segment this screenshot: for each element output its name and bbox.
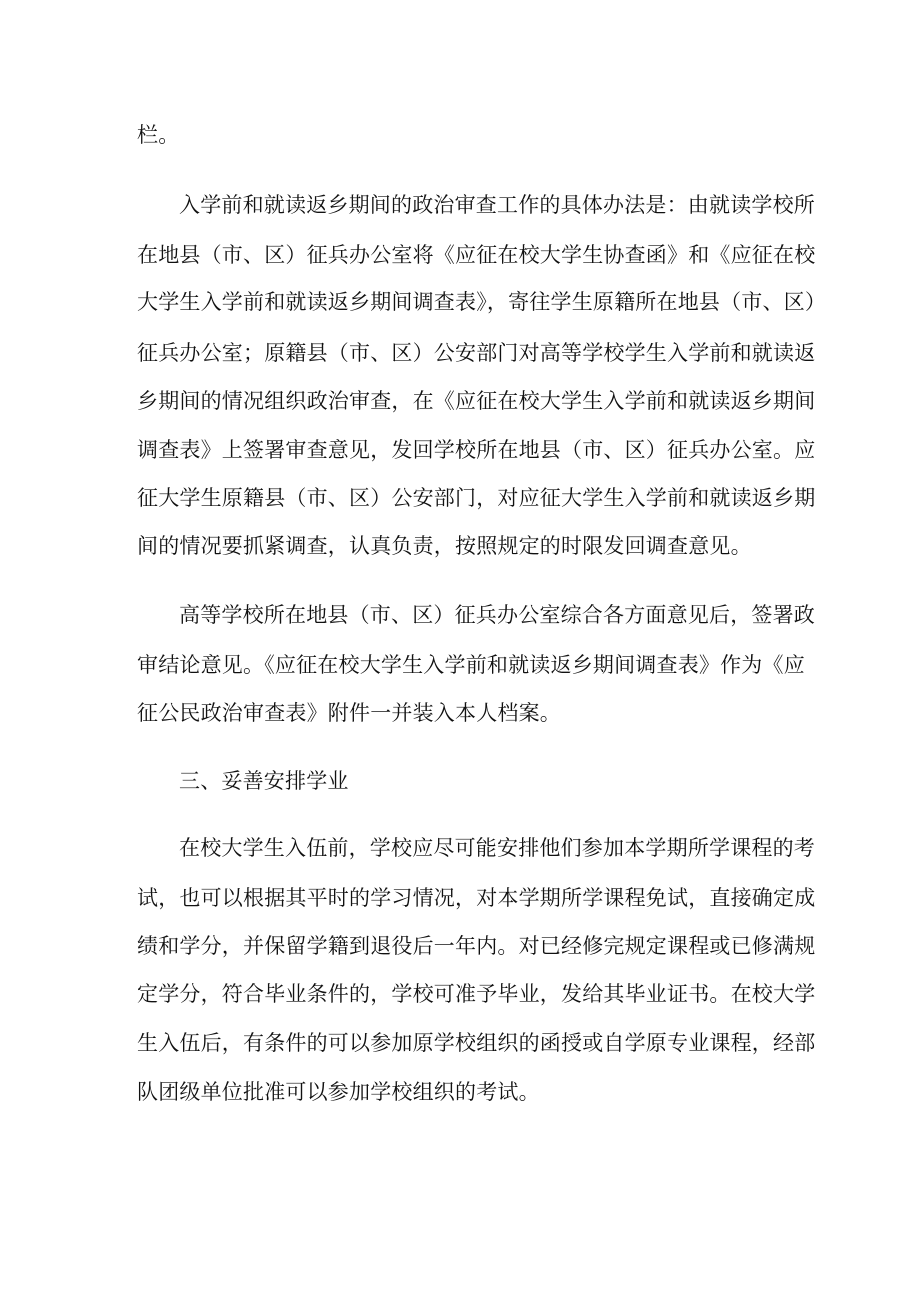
paragraph-1-line-7: 征大学生原籍县（市、区）公安部门，对应征大学生入学前和就读返乡期: [137, 486, 816, 510]
paragraph-2-line-3: 征公民政治审查表》附件一并装入本人档案。: [137, 701, 561, 725]
paragraph-1-line-2: 在地县（市、区）征兵办公室将《应征在校大学生协查函》和《应征在校: [137, 243, 816, 267]
section-heading: 三、妥善安排学业: [179, 769, 349, 793]
paragraph-1-line-5: 乡期间的情况组织政治审查，在《应征在校大学生入学前和就读返乡期间: [137, 389, 816, 413]
paragraph-2-line-2: 审结论意见。《应征在校大学生入学前和就读返乡期间调查表》作为《应: [137, 653, 805, 677]
paragraph-1-line-8: 间的情况要抓紧调查，认真负责，按照规定的时限发回调查意见。: [137, 534, 752, 558]
paragraph-1-line-1: 入学前和就读返乡期间的政治审查工作的具体办法是：由就读学校所: [179, 193, 815, 217]
paragraph-3-line-1: 在校大学生入伍前，学校应尽可能安排他们参加本学期所学课程的考: [179, 836, 815, 860]
paragraph-1-line-4: 征兵办公室；原籍县（市、区）公安部门对高等学校学生入学前和就读返: [137, 341, 816, 365]
paragraph-3-line-4: 定学分，符合毕业条件的，学校可准予毕业，发给其毕业证书。在校大学: [137, 982, 816, 1006]
paragraph-2-line-1: 高等学校所在地县（市、区）征兵办公室综合各方面意见后，签署政: [179, 603, 815, 627]
paragraph-3-line-6: 队团级单位批准可以参加学校组织的考试。: [137, 1080, 540, 1104]
paragraph-1-line-3: 大学生入学前和就读返乡期间调查表》，寄往学生原籍所在地县（市、区）: [137, 290, 827, 314]
paragraph-3-line-5: 生入伍后，有条件的可以参加原学校组织的函授或自学原专业课程，经部: [137, 1031, 816, 1055]
paragraph-continuation-line: 栏。: [137, 123, 180, 147]
paragraph-3-line-3: 绩和学分，并保留学籍到退役后一年内。对已经修完规定课程或已修满规: [137, 934, 816, 958]
paragraph-3-line-2: 试，也可以根据其平时的学习情况，对本学期所学课程免试，直接确定成: [137, 886, 816, 910]
paragraph-1-line-6: 调查表》上签署审查意见，发回学校所在地县（市、区）征兵办公室。应: [137, 438, 816, 462]
